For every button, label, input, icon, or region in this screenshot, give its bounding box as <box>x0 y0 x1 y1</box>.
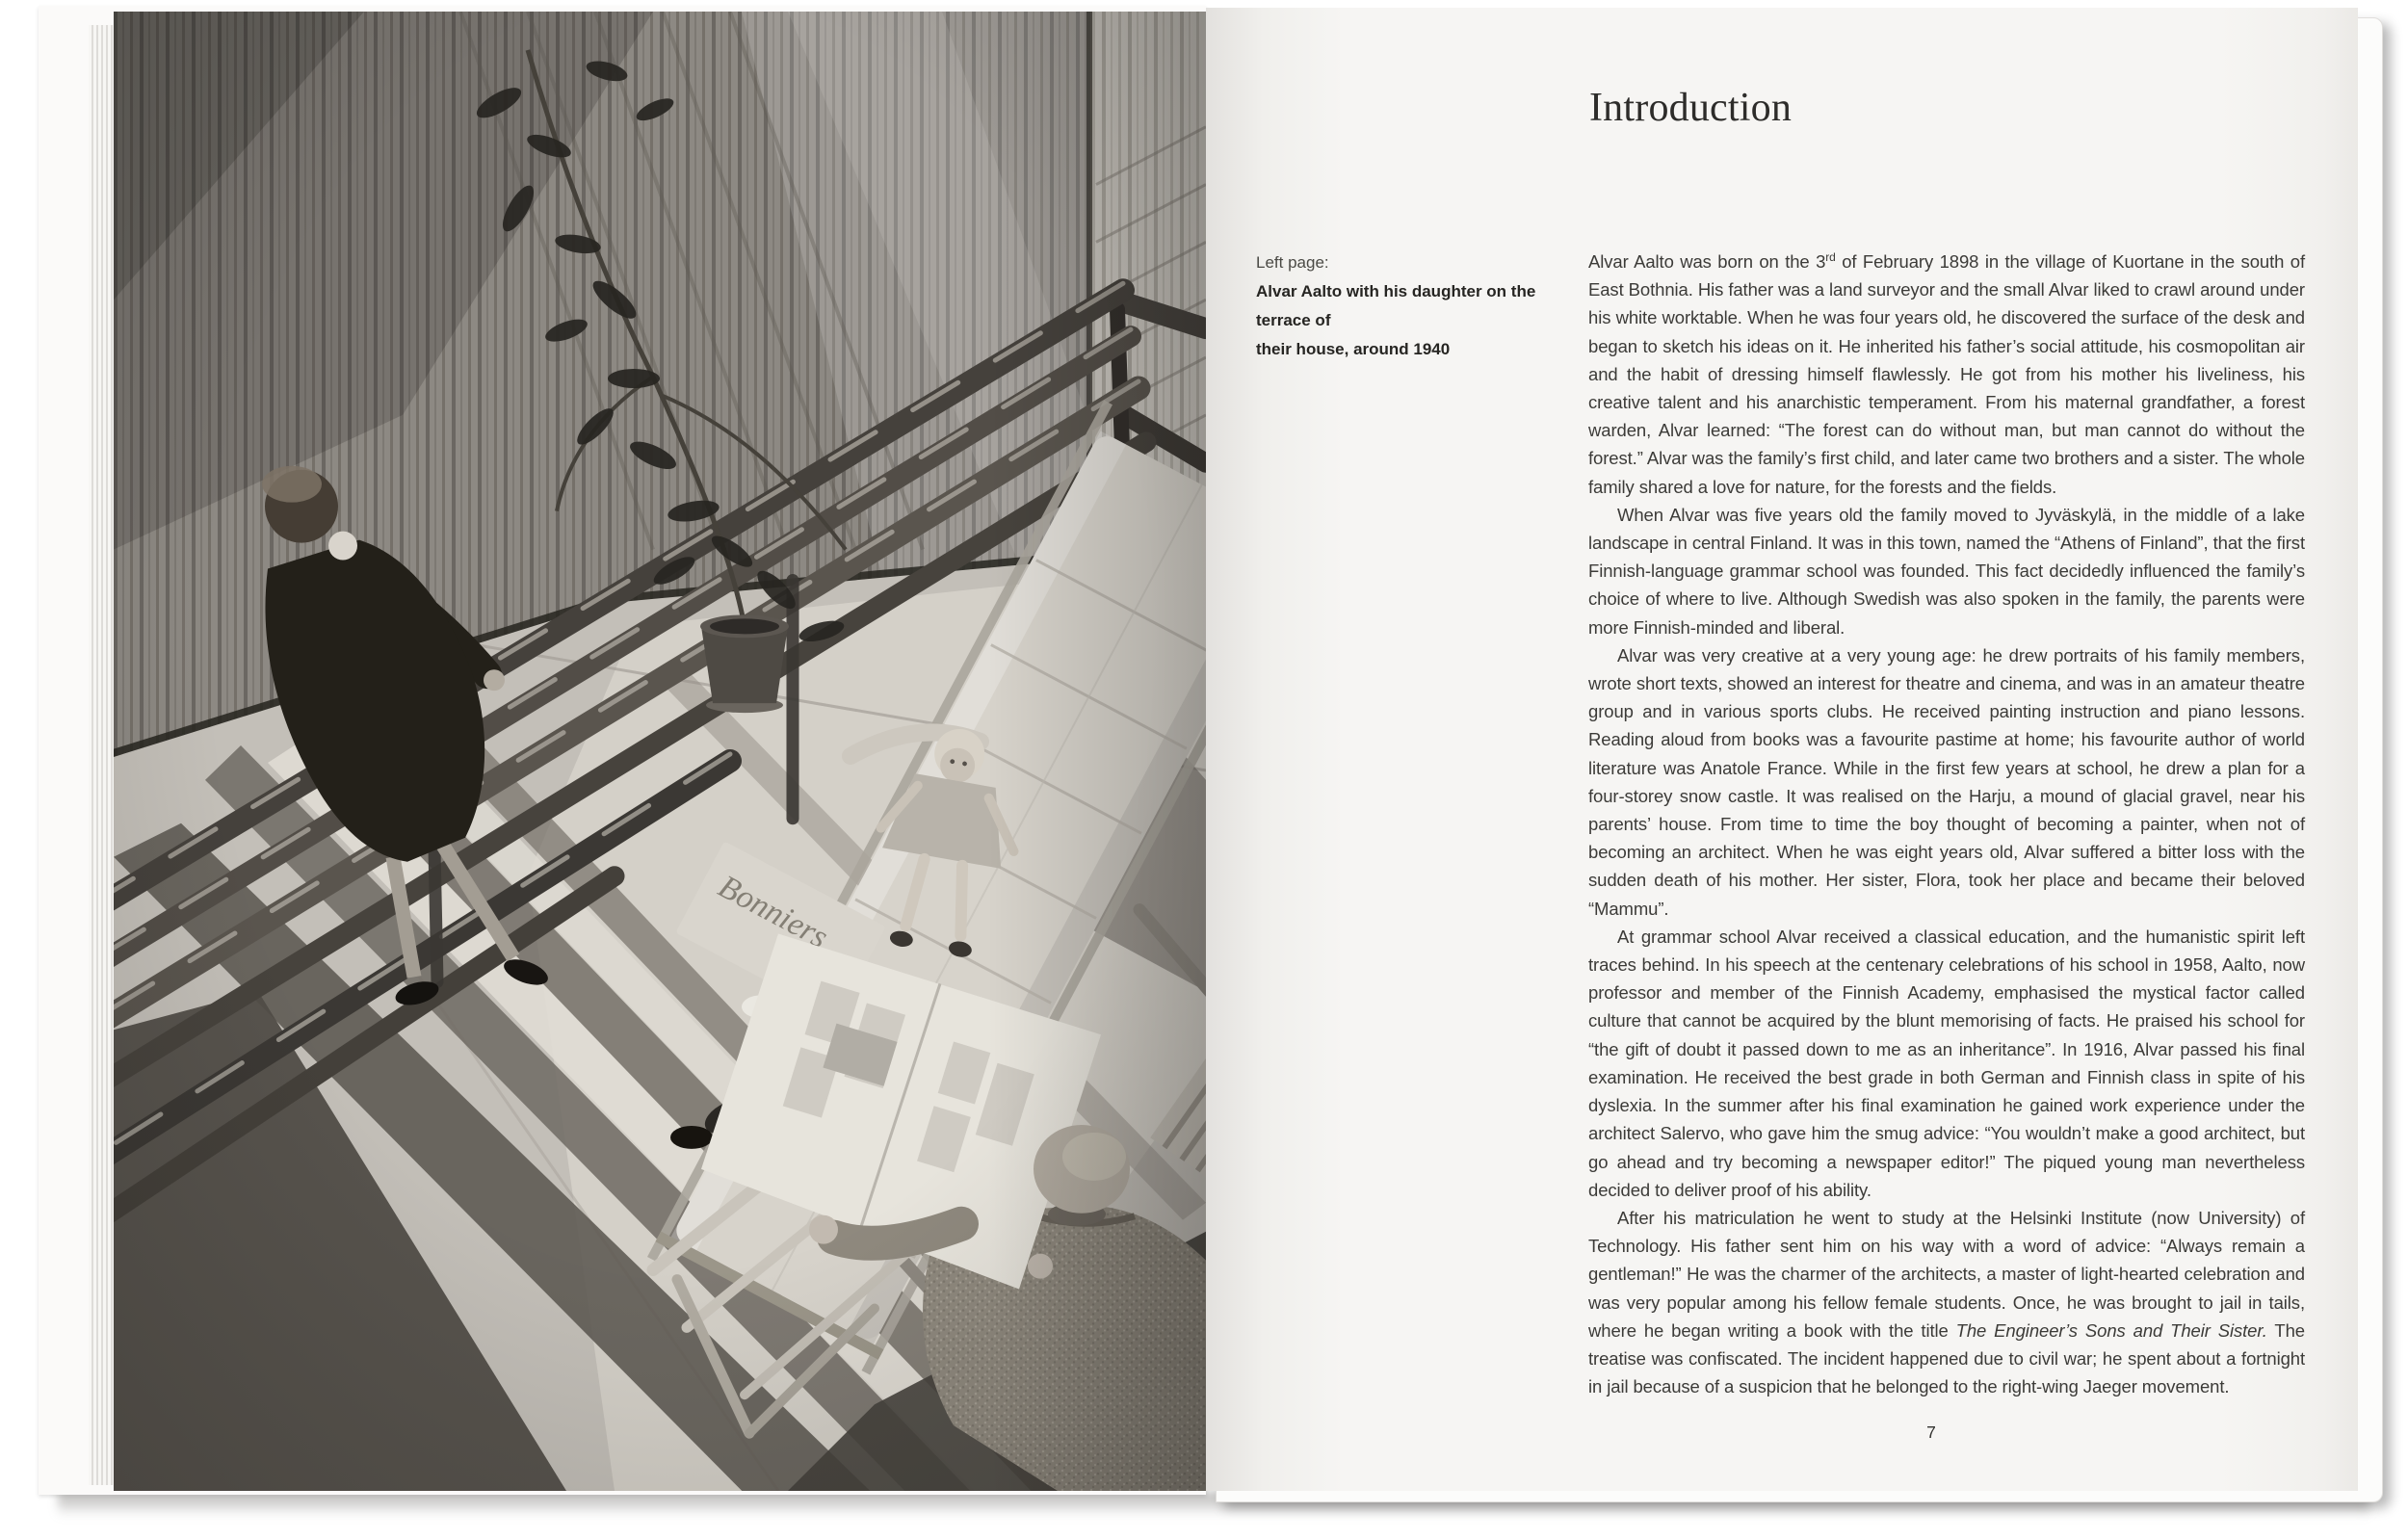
body-paragraph: Alvar was very creative at a very young age: he drew portraits of his family members, wrote short texts, showed an interest for theatre and cinema, and was in an amateur theatre group and in various sports clubs. He received painting instruction and piano lessons. Reading aloud from books was a favourite pastime at home; his favourite author of world literature was Anatole France. While in the first few years at school, he drew a plan for a four-storey snow castle. It was realised on the Harju, a mound of glacial gravel, near his parents’ house. From time to time the boy thought of becoming a painter, when not of becoming an architect. When he was eight years old, Alvar suffered a bitter loss with the sudden death of his mother. Her sister, Flora, took her place and became their beloved “Mammu”. <box>1588 644 2305 919</box>
body-paragraph: After his matriculation he went to study at the Helsinki Institute (now University) of Technology. His father sent him on his way with a word of advice: “Always remain a gentleman!” He was the charmer of the architects, a master of light-hearted celebration and was very popular among his fellow female students. Once, he was brought to jail in tails, where he began writing a book with the title The Engineer’s Sons and Their Sister. The treatise was confiscated. The incident happened due to civil war; he spent about a fortnight in jail because of a suspicion that he belonged to the right-wing Jaeger movement. <box>1588 1207 2305 1397</box>
terrace-photo-art <box>114 12 1206 1491</box>
photo-caption <box>1256 248 1587 364</box>
terrace-photo <box>114 12 1206 1491</box>
page-number: 7 <box>1926 1423 1936 1442</box>
caption-label: Left page: <box>1256 253 1329 272</box>
body-paragraph: At grammar school Alvar received a classical education, and the humanistic spirit left traces behind. In his speech at the centenary celebrations of his school in 1958, Aalto, now professor and member of the Finnish Academy, emphasised the mystical factor called culture that cannot be acquired by the blunt memorising of facts. He praised his school for “the gift of doubt it passed down to me as an inheritance”. In 1916, Alvar passed his final examination. He received the best grade in both German and Finnish class in spite of his dyslexia. In the summer after his final examination he gained work experience under the architect Salervo, who gave him the smug advice: “You wouldn’t make a good architect, but go ahead and try becoming a newspaper editor!” The piqued young man nevertheless decided to deliver proof of his ability. <box>1588 926 2305 1200</box>
photo-gutter-shade <box>114 12 1206 1491</box>
caption-line-1: Alvar Aalto with his daughter on the terrace of <box>1256 282 1536 329</box>
page-edge-lines <box>89 25 116 1485</box>
body-text <box>1588 248 2305 1400</box>
left-page <box>39 6 1206 1495</box>
body-paragraph: When Alvar was five years old the family moved to Jyväskylä, in the middle of a lake landscape in central Finland. It was in this town, named the “Athens of Finland”, that the first Finnish-language grammar school was founded. This fact decidedly influenced the family’s choice of where to live. Although Swedish was also spoken in the family, the parents were more Finnish-minded and liberal. <box>1588 504 2305 638</box>
page-title: Introduction <box>1589 86 1793 130</box>
caption-line-2: their house, around 1940 <box>1256 340 1451 358</box>
right-page <box>1206 8 2358 1491</box>
body-paragraph: Alvar Aalto was born on the 3rd of February 1898 in the village of Kuortane in the south of East Bothnia. His father was a land surveyor and the small Alvar liked to crawl around under his white worktable. When he was four years old, he discovered the surface of the desk and began to sketch his ideas on it. He inherited his father’s social attitude, his cosmopolitan air and the habit of dressing himself flawlessly. He got from his mother his liveliness, his creative talent and his anarchistic temperament. From his maternal grandfather, a forest warden, Alvar learned: “The forest can do without man, but man cannot do without the forest.” Alvar was the family’s first child, and later came two brothers and a sister. The whole family shared a love for nature, for the forests and the fields. <box>1588 249 2305 497</box>
